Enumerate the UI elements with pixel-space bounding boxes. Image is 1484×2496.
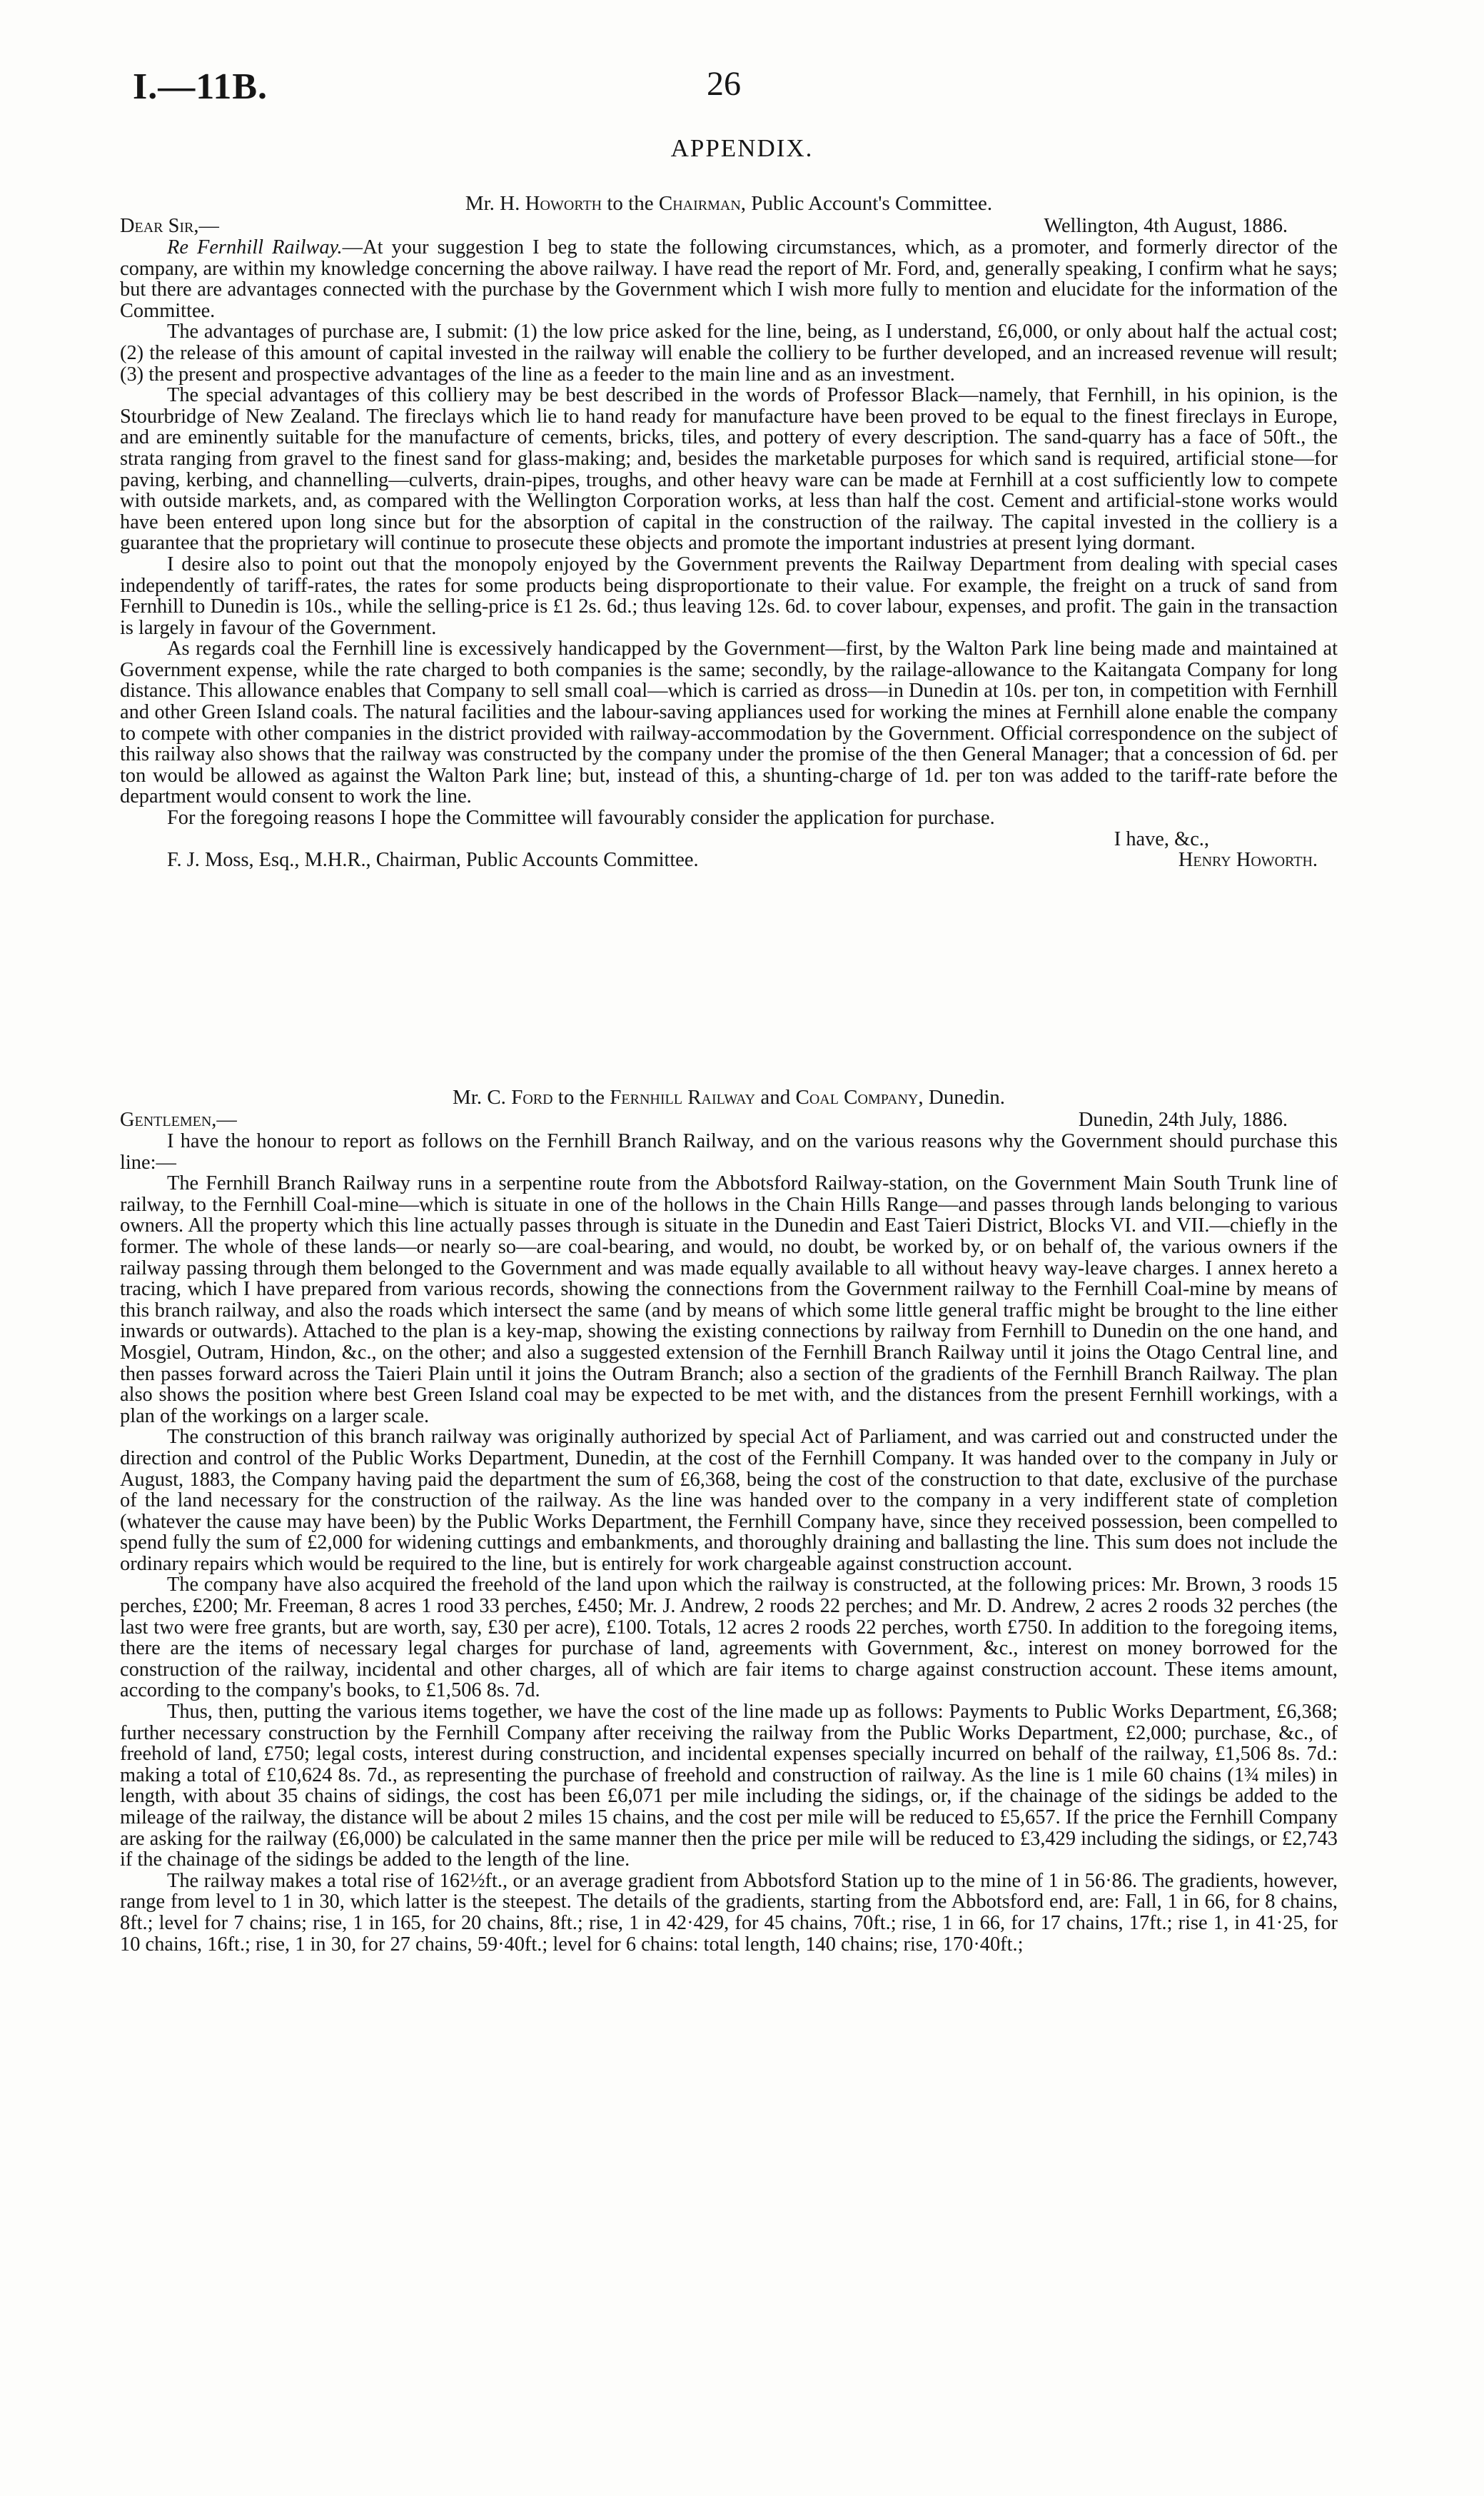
letter-heading: Mr. C. Ford to the Fernhill Railway and Coal Company, Dunedin. xyxy=(453,1086,1005,1109)
appendix-title: APPENDIX. xyxy=(670,134,814,162)
paragraph: I desire also to point out that the monopoly enjoyed by the Government prevents the Railway Department from dealing with special cases independently of tariff-rates, the rates for some products being disproportionate to their value. For example, the freight on a truck of sand from Fernhill to Dunedin is 10s., while the selling-price is £1 2s. 6d.; thus leaving 12s. 6d. to cover labour, expenses, and profit. The gain in the transaction is largely in favour of the Government. xyxy=(120,553,1338,639)
subject-line: Re Fernhill Railway. xyxy=(167,236,343,258)
paragraph: The advantages of purchase are, I submit: (1) the low price asked for the line, being, as I understand, £6,000, or only about half the actual cost; (2) the release of this amount of capital invested in the railway will enable the colliery to be further developed, and an increased revenue will result; (3) the present and prospective advantages of the line as a feeder to the main line and as an investment. xyxy=(120,321,1338,386)
addressee: F. J. Moss, Esq., M.H.R., Chairman, Public Accounts Committee. xyxy=(167,849,699,872)
signature-row xyxy=(120,850,1338,871)
place-date: Wellington, 4th August, 1886. xyxy=(1044,215,1288,237)
paragraph: For the foregoing reasons I hope the Committee will favourably consider the application for purchase. xyxy=(167,807,995,830)
paragraph: The Fernhill Branch Railway runs in a serpentine route from the Abbotsford Railway-station, on the Government Main South Trunk line of railway, to the Fernhill Coal-mine—which is situate in one of the hollows in the Chain Hills Range—and passes through lands belonging to various owners. All the property which this line actually passes through is situate in the Dunedin and East Taieri District, Blocks VI. and VII.—chiefly in the former. The whole of these lands—or nearly so—are coal-bearing, and would, no doubt, be worked by, or on behalf of, the various owners if the railway passing through them belonged to the Government and was made equally available to all without heavy way-leave charges. I annex hereto a tracing, which I have prepared from various records, showing the connections from the Government railway to the Fernhill Coal-mine by means of this branch railway, and also the roads which intersect the same (and by means of which some little general traffic might be brought to the line either inwards or outwards). Attached to the plan is a key-map, showing the existing connections by railway from Fernhill to Dunedin on the one hand, and Mosgiel, Outram, Hindon, &c., on the other; and also a suggested extension of the Fernhill Branch Railway until it joins the Otago Central line, and then passes forward across the Taieri Plain until it joins the Outram Branch; also a section of the gradients of the Fernhill Branch Railway. The plan also shows the position where best Green Island coal may be expected to be met with, and the distances from the present Fernhill workings, with a plan of the workings on a larger scale. xyxy=(120,1172,1338,1427)
page-number: 26 xyxy=(707,65,741,103)
salutation-row xyxy=(120,216,1338,237)
letter-howorth xyxy=(120,191,1338,871)
paragraph: The construction of this branch railway was originally authorized by special Act of Parliament, and was carried out and constructed under the direction and control of the Public Works Department, Dunedin, at the cost of the Fernhill Company. It was handed over to the company in July or August, 1883, the Company having paid the department the sum of £6,368, being the cost of the construction to that date, exclusive of the purchase of the land necessary for the construction of the railway. As the line was handed over to the company in a very indifferent state of completion (whatever the cause may have been) by the Public Works Department, the Fernhill Company have, since they received possession, been compelled to spend fully the sum of £2,000 for widening cuttings and embankments, and thoroughly draining and ballasting the line. This sum does not include the ordinary repairs which would be required to the line, but is entirely for work chargeable against construction account. xyxy=(120,1426,1338,1575)
paragraph: Thus, then, putting the various items together, we have the cost of the line made up as follows: Payments to Public Works Department, £6,368; further necessary construction by the Fernhill Company after receiving the railway from the Public Works Department, £2,000; purchase, &c., of freehold of land, £750; legal costs, interest during construction, and incidental expenses specially incurred on behalf of the railway, £1,506 8s. 7d.: making a total of £10,624 8s. 7d., as representing the purchase of freehold and construction of railway. As the line is 1 mile 60 chains (1¾ miles) in length, with about 35 chains of sidings, the cost has been £6,071 per mile including the sidings, or, if the chainage of the sidings be added to the mileage of the railway, the distance will be about 2 miles 15 chains, and the cost per mile will be reduced to £5,657. If the price the Fernhill Company are asking for the railway (£6,000) be calculated in the same manner then the price per mile will be reduced to £3,429 including the sidings, or £2,743 if the chainage of the sidings be added to the length of the line. xyxy=(120,1701,1338,1871)
place-date: Dunedin, 24th July, 1886. xyxy=(1078,1109,1288,1131)
closing: I have, &c., xyxy=(1114,827,1209,850)
salutation: Dear Sir,— xyxy=(120,215,219,237)
signature: Henry Howorth. xyxy=(1178,849,1318,872)
paragraph: The company have also acquired the freehold of the land upon which the railway is constructed, at the following prices: Mr. Brown, 3 roods 15 perches, £200; Mr. Freeman, 8 acres 1 rood 33 perches, £450; Mr. J. Andrew, 2 roods 22 perches; and Mr. D. Andrew, 2 acres 2 roods 32 perches (the last two were free grants, but are worth, say, £30 per acre), £100. Totals, 12 acres 2 roods 22 perches, worth £750. In addition to the foregoing items, there are the items of necessary legal charges for purchase of land, agreements with Government, &c., interest on money borrowed for the construction of the railway, incidental and other charges, all of which are fair items to charge against construction account. These items amount, according to the company's books, to £1,506 8s. 7d. xyxy=(120,1574,1338,1702)
paragraph: I have the honour to report as follows on the Fernhill Branch Railway, and on the various reasons why the Government should purchase this line:— xyxy=(120,1130,1338,1174)
document-reference: I.—11B. xyxy=(133,66,268,107)
salutation: Gentlemen,— xyxy=(120,1109,237,1131)
salutation-row xyxy=(120,1109,1338,1131)
paragraph: The railway makes a total rise of 162½ft., or an average gradient from Abbotsford Station up to the mine of 1 in 56·86. The gradients, however, range from level to 1 in 30, which latter is the steepest. The details of the gradients, starting from the Abbotsford end, are: Fall, 1 in 66, for 8 chains, 8ft.; level for 7 chains; rise, 1 in 165, for 20 chains, 8ft.; rise, 1 in 42·429, for 45 chains, 70ft.; rise, 1 in 66, for 17 chains, 17ft.; rise 1, in 41·25, for 10 chains, 16ft.; rise, 1 in 30, for 27 chains, 59·40ft.; level for 6 chains: total length, 140 chains; rise, 170·40ft.; xyxy=(120,1869,1338,1956)
letter-ford xyxy=(120,1085,1338,1955)
paragraph: As regards coal the Fernhill line is excessively handicapped by the Government—first, by the Walton Park line being made and maintained at Government expense, while the rate charged to both companies is the same; secondly, by the railage-allowance to the Kaitangata Company for long distance. This allowance enables that Company to sell small coal—which is carried as dross—in Dunedin at 10s. per ton, in competition with Fernhill and other Green Island coals. The natural facilities and the labour-saving appliances used for working the mines at Fernhill alone enable the company to compete with other companies in the district provided with railway-accommodation by the Government. Official correspondence on the subject of this railway also shows that the railway was constructed by the company under the promise of the then General Manager; that a concession of 6d. per ton would be allowed as against the Walton Park line; but, instead of this, a shunting-charge of 1d. per ton was added to the tariff-rate before the department would consent to work the line. xyxy=(120,638,1338,808)
letter-heading: Mr. H. Howorth to the Chairman, Public Account's Committee. xyxy=(465,192,993,215)
paragraph: Re Fernhill Railway.—At your suggestion I beg to state the following circumstances, which, as a promoter, and formerly director of the company, are within my knowledge concerning the above railway. I have read the report of Mr. Ford, and, generally speaking, I confirm what he says; but there are advantages connected with the purchase by the Government which I wish more fully to mention and elucidate for the information of the Committee. xyxy=(120,236,1338,322)
paragraph: The special advantages of this colliery may be best described in the words of Professor Black—namely, that Fernhill, in his opinion, is the Stourbridge of New Zealand. The fireclays which lie to hand ready for manufacture have been proved to be equal to the finest fireclays in Europe, and are eminently suitable for the manufacture of cements, bricks, tiles, and pottery of every description. The sand-quarry has a face of 50ft., the strata ranging from gravel to the finest sand for glass-making; and, besides the marketable purposes for which sand is required, artificial stone—for paving, kerbing, and channelling—culverts, drain-pipes, troughs, and other heavy ware can be made at Fernhill at a cost sufficiently low to compete with outside markets, and, as compared with the Wellington Corporation works, at less than half the cost. Cement and artificial-stone works would have been entered upon long since but for the absorption of capital in the construction of the railway. The capital invested in the colliery is a guarantee that the proprietary will continue to prosecute these objects and promote the important industries at present lying dormant. xyxy=(120,384,1338,555)
